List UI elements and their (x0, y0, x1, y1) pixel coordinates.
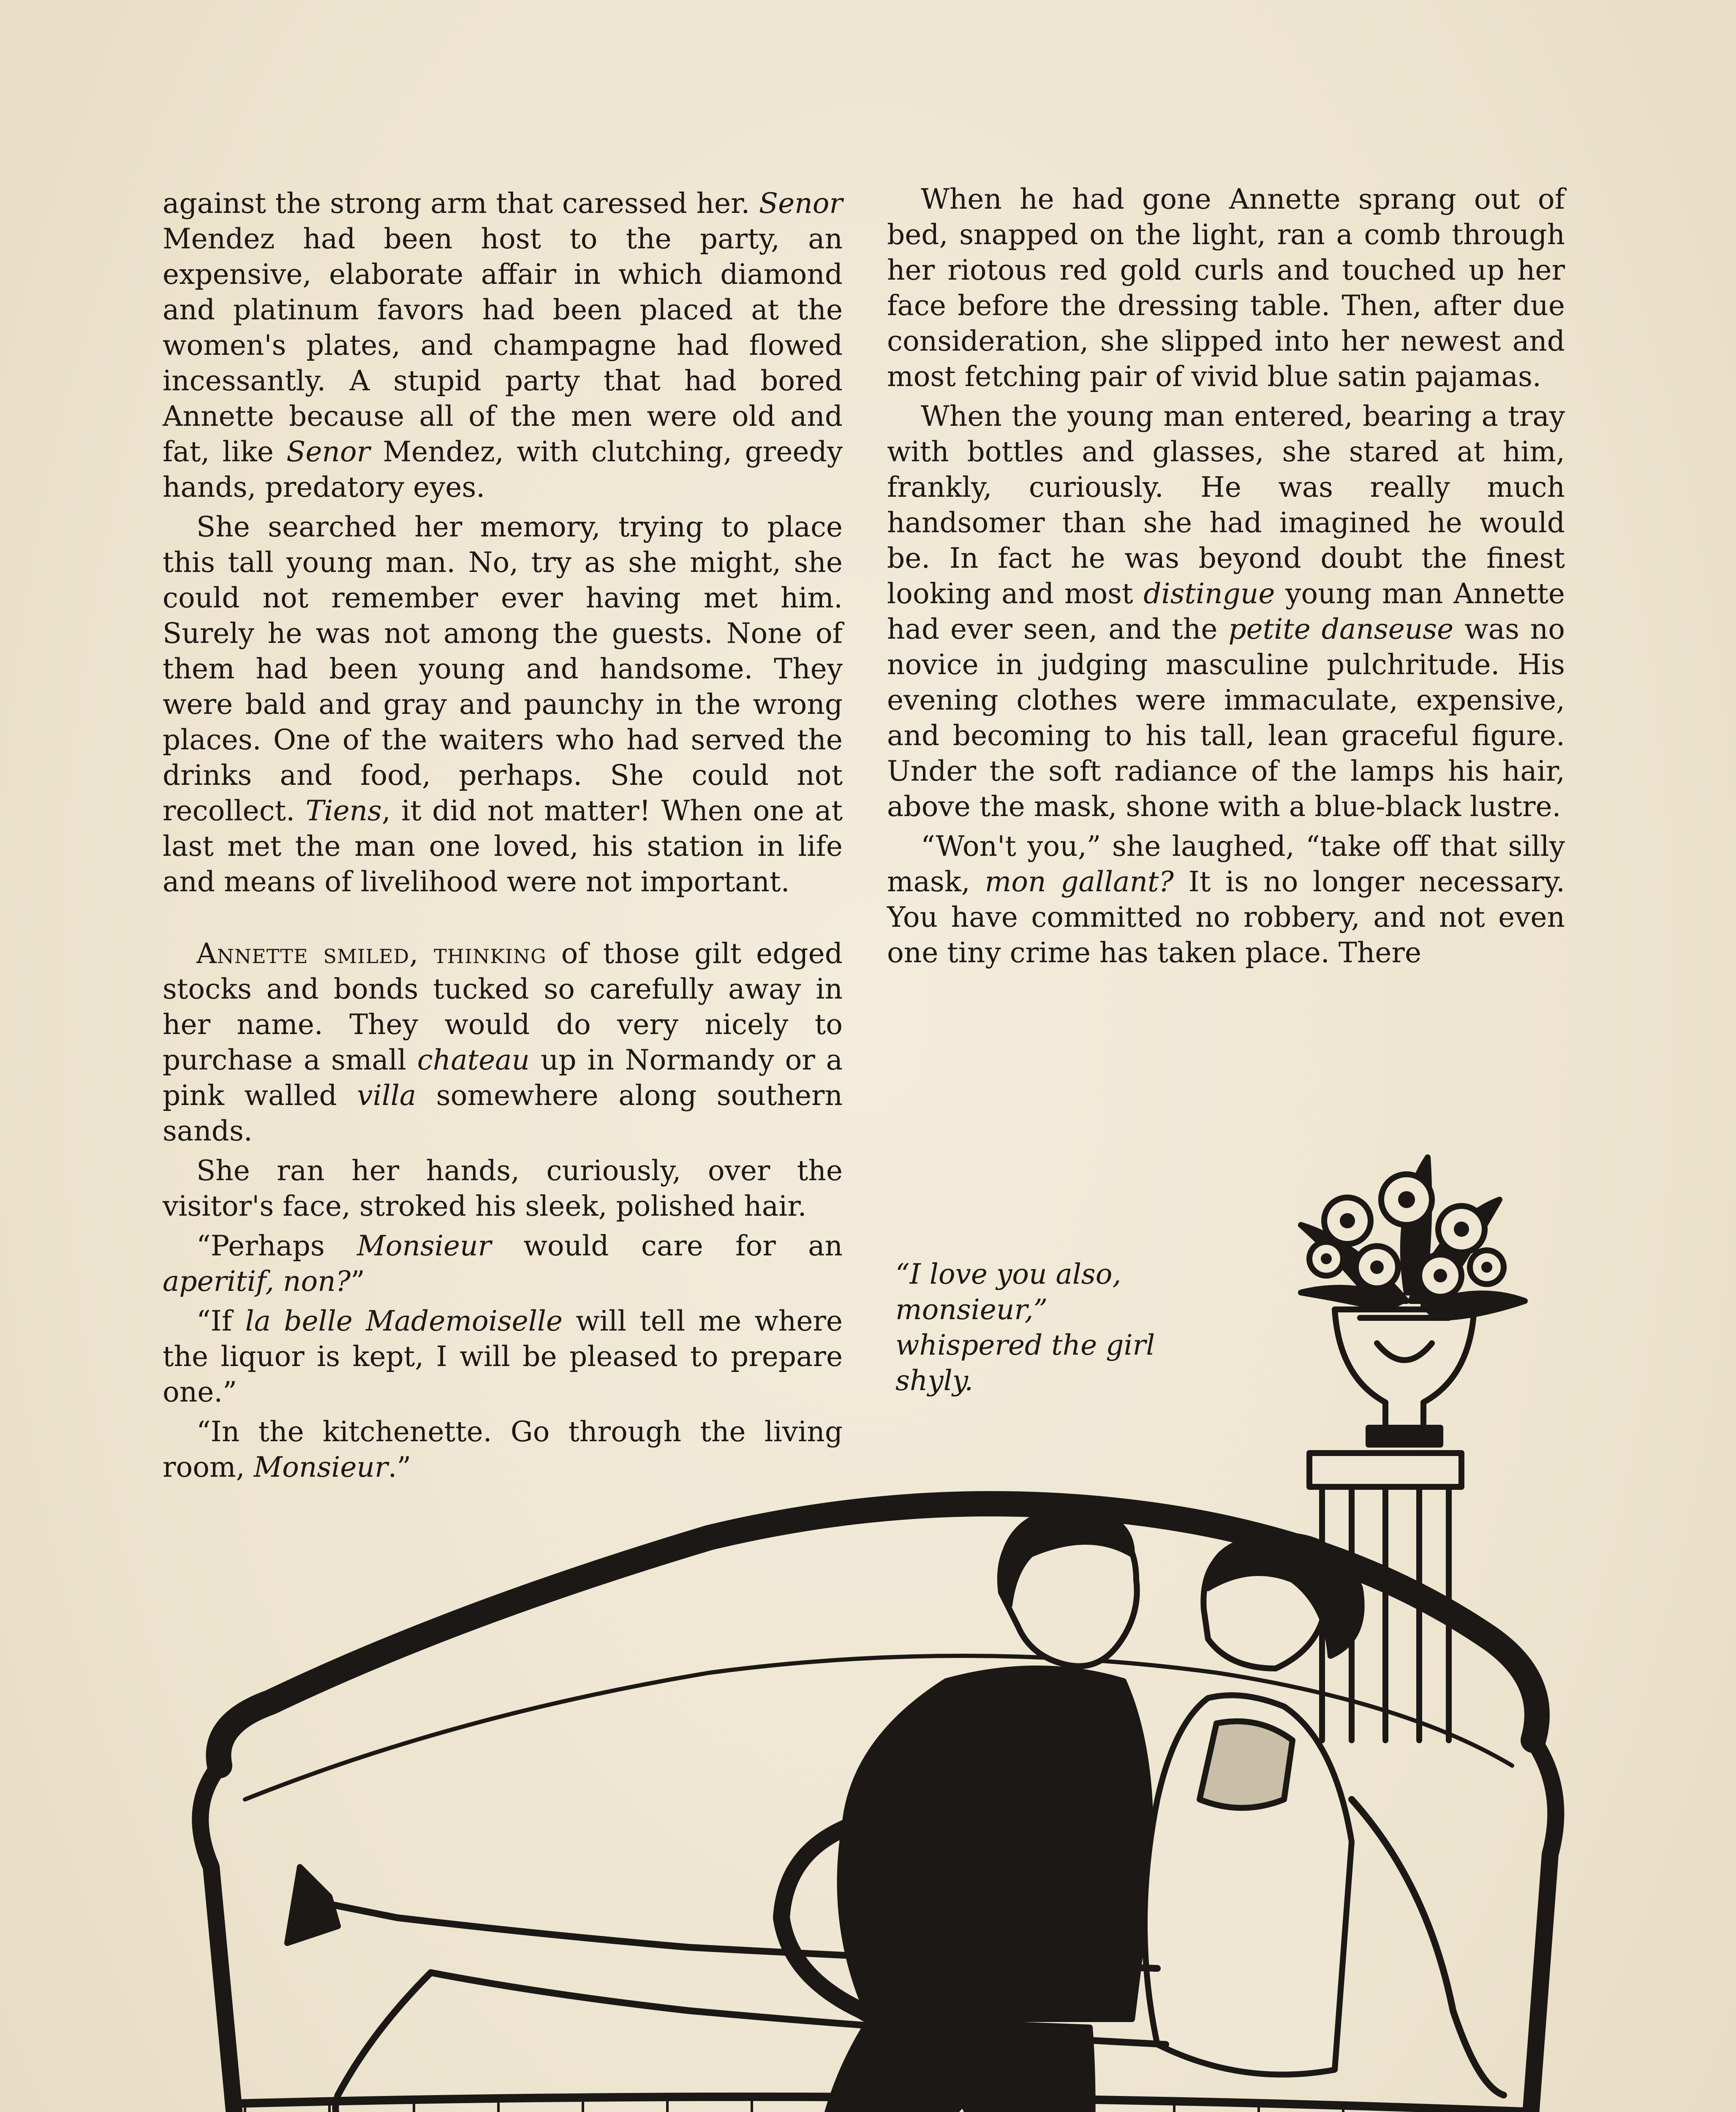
illustration-caption: “I love you also, monsieur,” whispered the girl shyly. (895, 1258, 1155, 1397)
illustration-couple-on-sofa (161, 1081, 1575, 2112)
paragraph: She searched her memory, trying to place this tall young man. No, try as she might, she could not remember ever having met him. Surely he was not among the guests. None of them had been young and handsome. They were bald and gray and paunchy in the wrong places. One of the waiters who had served the drinks and food, perhaps. She could not recollect. Tiens, it did not matter! When one at last met the man one loved, his station in life and means of livelihood were not important. (163, 511, 843, 898)
right-text-column (887, 182, 1565, 975)
paragraph: against the strong arm that caressed her. Senor Mendez had been host to the party, an expensive, elaborate affair in which diamond and platinum favors had been placed at the women's plates, and champagne had flowed incessantly. A stupid party that had bored Annette because all of the men were old and fat, like Senor Mendez, with clutching, greedy hands, predatory eyes. (163, 187, 843, 504)
paragraph: When the young man entered, bearing a tray with bottles and glasses, she stared at him, frankly, curiously. He was really much handsomer than she had imagined he would be. In fact he was beyond doubt the finest looking and most distingue young man Annette had ever seen, and the petite danseuse was no novice in judging masculine pulchritude. His evening clothes were immaculate, expensive, and becoming to his tall, lean graceful figure. Under the soft radiance of the lamps his hair, above the mask, shone with a blue-black lustre. (887, 400, 1565, 823)
paragraph: Annette smiled, thinking of those gilt edged stocks and bonds tucked so carefully away in her name. They would do very nicely to purchase a small chateau up in Normandy or a pink walled villa somewhere along southern sands. (163, 937, 843, 1147)
paragraph: “Won't you,” she laughed, “take off that silly mask, mon gallant? It is no longer necessary. You have committed no robbery, and not even one tiny crime has taken place. There (887, 830, 1565, 969)
paragraph: “If la belle Mademoiselle will tell me where the liquor is kept, I will be pleased to prepare one.” (163, 1305, 843, 1408)
paragraph: When he had gone Annette sprang out of bed, snapped on the light, ran a comb through her riotous red gold curls and touched up her face before the dressing table. Then, after due consideration, she slipped into her newest and most fetching pair of vivid blue satin pajamas. (887, 183, 1565, 393)
paragraph: She ran her hands, curiously, over the visitor's face, stroked his sleek, polished hair. (163, 1154, 843, 1222)
paragraph: “Perhaps Monsieur would care for an aperitif, non?” (163, 1230, 843, 1298)
paragraph: “In the kitchenette. Go through the living room, Monsieur.” (163, 1415, 843, 1483)
flower-vase-icon (1301, 1157, 1525, 1445)
